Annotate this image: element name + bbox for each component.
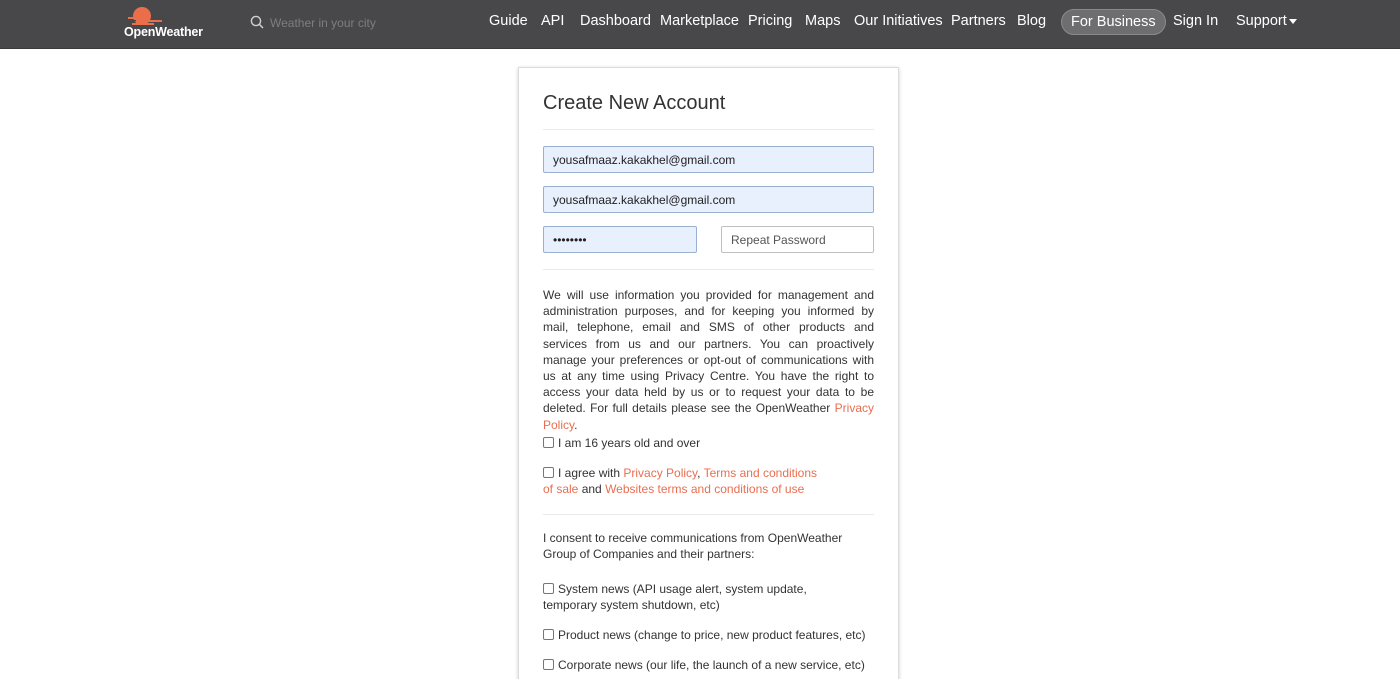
agree-privacy-policy-link[interactable]: Privacy Policy: [623, 466, 698, 480]
search-box[interactable]: [250, 13, 450, 33]
chevron-down-icon: [1289, 19, 1297, 24]
agree-terms-row: [543, 465, 823, 497]
age-checkbox[interactable]: [543, 437, 554, 448]
privacy-notice-text: We will use information you provided for management and administration purposes, and for keeping you informed by mail, telephone, email and SMS of other products and services from us and our partners. You can proactively manage your preferences or opt-out of communications with us at any time using Privacy Centre. You have the right to access your data held by us or to request your data to be deleted. For full details please see the OpenWeather: [543, 288, 874, 416]
page-title: Create New Account: [543, 92, 726, 114]
product-news-row: [543, 627, 874, 643]
for-business-button[interactable]: For Business: [1061, 9, 1166, 35]
logo-text: OpenWeather: [124, 25, 203, 39]
divider: [543, 129, 874, 130]
system-news-row: [543, 581, 863, 613]
nav-dashboard[interactable]: Dashboard: [580, 13, 651, 29]
nav-sign-in[interactable]: Sign In: [1173, 13, 1219, 29]
privacy-notice-end: .: [574, 417, 578, 432]
privacy-notice: [543, 287, 874, 433]
terms-of-sale-link[interactable]: Terms and conditions of sale: [543, 466, 818, 497]
nav-marketplace[interactable]: Marketplace: [660, 13, 739, 29]
nav-pricing[interactable]: Pricing: [748, 13, 793, 29]
privacy-policy-link[interactable]: Privacy Policy: [543, 401, 874, 432]
product-news-label: Product news (change to price, new product features, etc): [558, 628, 866, 642]
nav-guide[interactable]: Guide: [489, 13, 528, 29]
search-input[interactable]: [270, 13, 440, 33]
age-check-label: I am 16 years old and over: [558, 436, 701, 450]
password-field[interactable]: [543, 226, 697, 253]
top-navbar: [0, 0, 1400, 49]
nav-blog[interactable]: Blog: [1017, 13, 1047, 29]
system-news-checkbox[interactable]: [543, 583, 554, 594]
corporate-news-row: [543, 657, 874, 673]
website-terms-link[interactable]: Websites terms and conditions of use: [605, 482, 805, 497]
search-icon[interactable]: [250, 15, 264, 29]
agree-and: and: [578, 482, 606, 497]
consent-text: I consent to receive communications from OpenWeather Group of Companies and their partners:: [543, 531, 843, 562]
age-check-row: [543, 435, 874, 451]
agree-comma: ,: [697, 466, 704, 480]
agree-checkbox[interactable]: [543, 467, 554, 478]
divider: [543, 514, 874, 515]
divider: [543, 269, 874, 270]
system-news-label: System news (API usage alert, system update, temporary system shutdown, etc): [543, 582, 807, 613]
email-confirm-field[interactable]: [543, 186, 874, 213]
openweather-logo[interactable]: [123, 5, 203, 41]
product-news-checkbox[interactable]: [543, 629, 554, 640]
create-account-card: [518, 67, 899, 679]
nav-support-label: Support: [1236, 13, 1287, 29]
nav-partners[interactable]: Partners: [951, 13, 1006, 29]
nav-api[interactable]: API: [541, 13, 565, 29]
repeat-password-field[interactable]: [721, 226, 874, 253]
sun-logo-icon: [128, 5, 162, 25]
nav-support[interactable]: [1236, 13, 1297, 29]
corporate-news-checkbox[interactable]: [543, 659, 554, 670]
corporate-news-label: Corporate news (our life, the launch of a new service, etc): [558, 658, 865, 672]
nav-our-initiatives[interactable]: Our Initiatives: [854, 13, 943, 29]
nav-maps[interactable]: Maps: [805, 13, 841, 29]
agree-prefix: I agree with: [558, 466, 624, 480]
email-field[interactable]: [543, 146, 874, 173]
